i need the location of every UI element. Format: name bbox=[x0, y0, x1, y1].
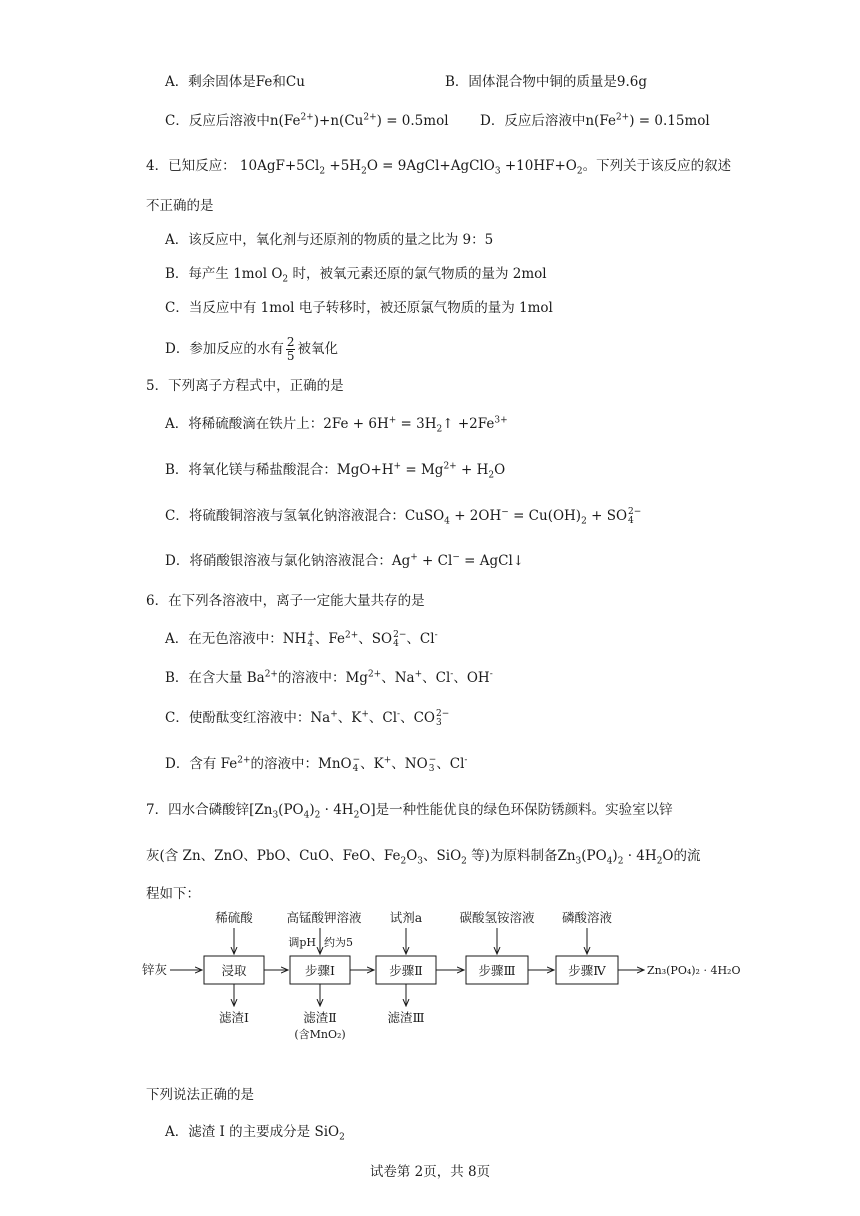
q5-option-b: B．将氧化镁与稀盐酸混合：$MgO+H^+ = Mg^{2+} + H_2O$ bbox=[165, 461, 506, 481]
flow-reagent-5: 磷酸溶液 bbox=[561, 910, 613, 925]
flow-box-1-label: 浸取 bbox=[221, 963, 247, 978]
q3-option-d: D．反应后溶液中$n(Fe^{2+}) = 0.15mol$ bbox=[480, 112, 710, 129]
q4-option-d: D．参加反应的水有 $\frac{2}{5}$ 被氧化 bbox=[165, 335, 338, 363]
q6-option-b: B．在含大量 $Ba^{2+}$的溶液中：$Mg^{2+}$、Na+、Cl-、OH- bbox=[165, 669, 493, 686]
flow-box-3-label: 步骤Ⅱ bbox=[389, 963, 423, 978]
q5-option-c: C．将硫酸铜溶液与氢氧化钠溶液混合：CuSO$_4$ + $2OH^- = Cu(OH)_2$ + SO 2− 4 bbox=[165, 506, 642, 527]
fraction: $\frac{2}{5}$ bbox=[286, 335, 295, 363]
q3-option-c: C．反应后溶液中$n(Fe^{2+})+n(Cu^{2+}) = 0.5mol$ bbox=[165, 112, 449, 129]
flow-ph-value: 约为5 bbox=[324, 936, 353, 949]
q6-stem: 6．在下列各溶液中，离子一定能大量共存的是 bbox=[146, 593, 425, 609]
q5-stem: 5．下列离子方程式中，正确的是 bbox=[146, 378, 344, 394]
flow-box-5-label: 步骤Ⅳ bbox=[568, 963, 606, 978]
q7-option-a: A．滤渣 I 的主要成分是 SiO$_2$ bbox=[165, 1124, 345, 1143]
charge-stack: 2− 3 bbox=[436, 708, 450, 728]
flow-residue-2: 滤渣Ⅱ bbox=[303, 1010, 337, 1025]
flow-reagent-3: 试剂a bbox=[389, 910, 423, 925]
q5-option-a: A．将稀硫酸滴在铁片上：$2Fe + 6H^+ = 3H_2↑ +2Fe^{3+}$ bbox=[165, 415, 508, 435]
charge-stack: 2− 4 bbox=[628, 506, 642, 526]
q3-option-a: A．剩余固体是Fe和Cu bbox=[165, 74, 305, 90]
page-footer: 试卷第 2页，共 8页 bbox=[369, 1164, 491, 1180]
q4-option-c: C．当反应中有 1mol 电子转移时，被还原氯气物质的量为 1mol bbox=[165, 300, 553, 316]
flow-product-label: Zn₃(PO₄)₂ · 4H₂O bbox=[647, 964, 741, 977]
flow-residue-1: 滤渣Ⅰ bbox=[219, 1010, 249, 1025]
q4-stem: 4．已知反应： $10AgF+5Cl_2 +5H_2O$ = 9AgCl+AgClO$_3$ $+10HF+O_2$。下列关于该反应的叙述 bbox=[146, 158, 732, 177]
q7-stem-line1: 7．四水合磷酸锌$[Zn_3(PO_4)_2 \cdot 4H_2O]$是一种性能优良的绿色环保防锈颜料。实验室以锌 bbox=[146, 802, 673, 821]
flow-box-4-label: 步骤Ⅲ bbox=[478, 963, 516, 978]
process-flow-diagram bbox=[140, 906, 760, 1046]
q4-stem-line2: 不正确的是 bbox=[146, 198, 214, 214]
flow-input-label: 锌灰 bbox=[142, 962, 168, 977]
flow-reagent-1: 稀硫酸 bbox=[215, 910, 253, 925]
flow-reagent-4: 碳酸氢铵溶液 bbox=[459, 910, 535, 925]
q6-option-a: A．在无色溶液中：NH + 4 、$Fe^{2+}$、SO 2− 4 、Cl- bbox=[165, 629, 438, 649]
q6-option-d: D．含有 $Fe^{2+}$的溶液中：MnO − 4 、K+、NO − 3 、Cl- bbox=[165, 754, 468, 774]
flow-box-2-label: 步骤Ⅰ bbox=[305, 963, 335, 978]
charge-stack: 2− 4 bbox=[393, 629, 407, 649]
q4-option-b: B．每产生 1mol $O_2$ 时，被氧元素还原的氯气物质的量为 2mol bbox=[165, 266, 547, 285]
flow-reagent-2: 高锰酸钾溶液 bbox=[286, 910, 362, 925]
charge-stack: − 4 bbox=[352, 754, 361, 774]
q4-option-a: A．该反应中，氧化剂与还原剂的物质的量之比为 9：5 bbox=[165, 232, 494, 248]
q6-option-c: C．使酚酞变红溶液中：Na+、K+、Cl-、CO 2− 3 bbox=[165, 708, 450, 728]
charge-stack: − 3 bbox=[428, 754, 437, 774]
q3-option-b: B．固体混合物中铜的质量是9.6g bbox=[445, 74, 648, 90]
q5-option-d: D．将硝酸银溶液与氯化钠溶液混合：Ag+ + Cl− = AgCl↓ bbox=[165, 552, 525, 569]
q7-prompt: 下列说法正确的是 bbox=[146, 1087, 254, 1103]
q7-stem-line3: 程如下： bbox=[146, 886, 200, 902]
flow-residue-2-note: (含MnO₂) bbox=[294, 1028, 346, 1041]
q7-stem-line2: 灰(含 Zn、ZnO、PbO、CuO、FeO、$Fe_2O_3$、SiO$_2$ 等)为原料制备$Zn_3(PO_4)_2 \cdot 4H_2O$的流 bbox=[146, 848, 701, 867]
charge-stack: + 4 bbox=[307, 629, 315, 649]
flow-residue-3: 滤渣Ⅲ bbox=[387, 1010, 425, 1025]
flow-ph-note: 调pH bbox=[288, 936, 316, 949]
